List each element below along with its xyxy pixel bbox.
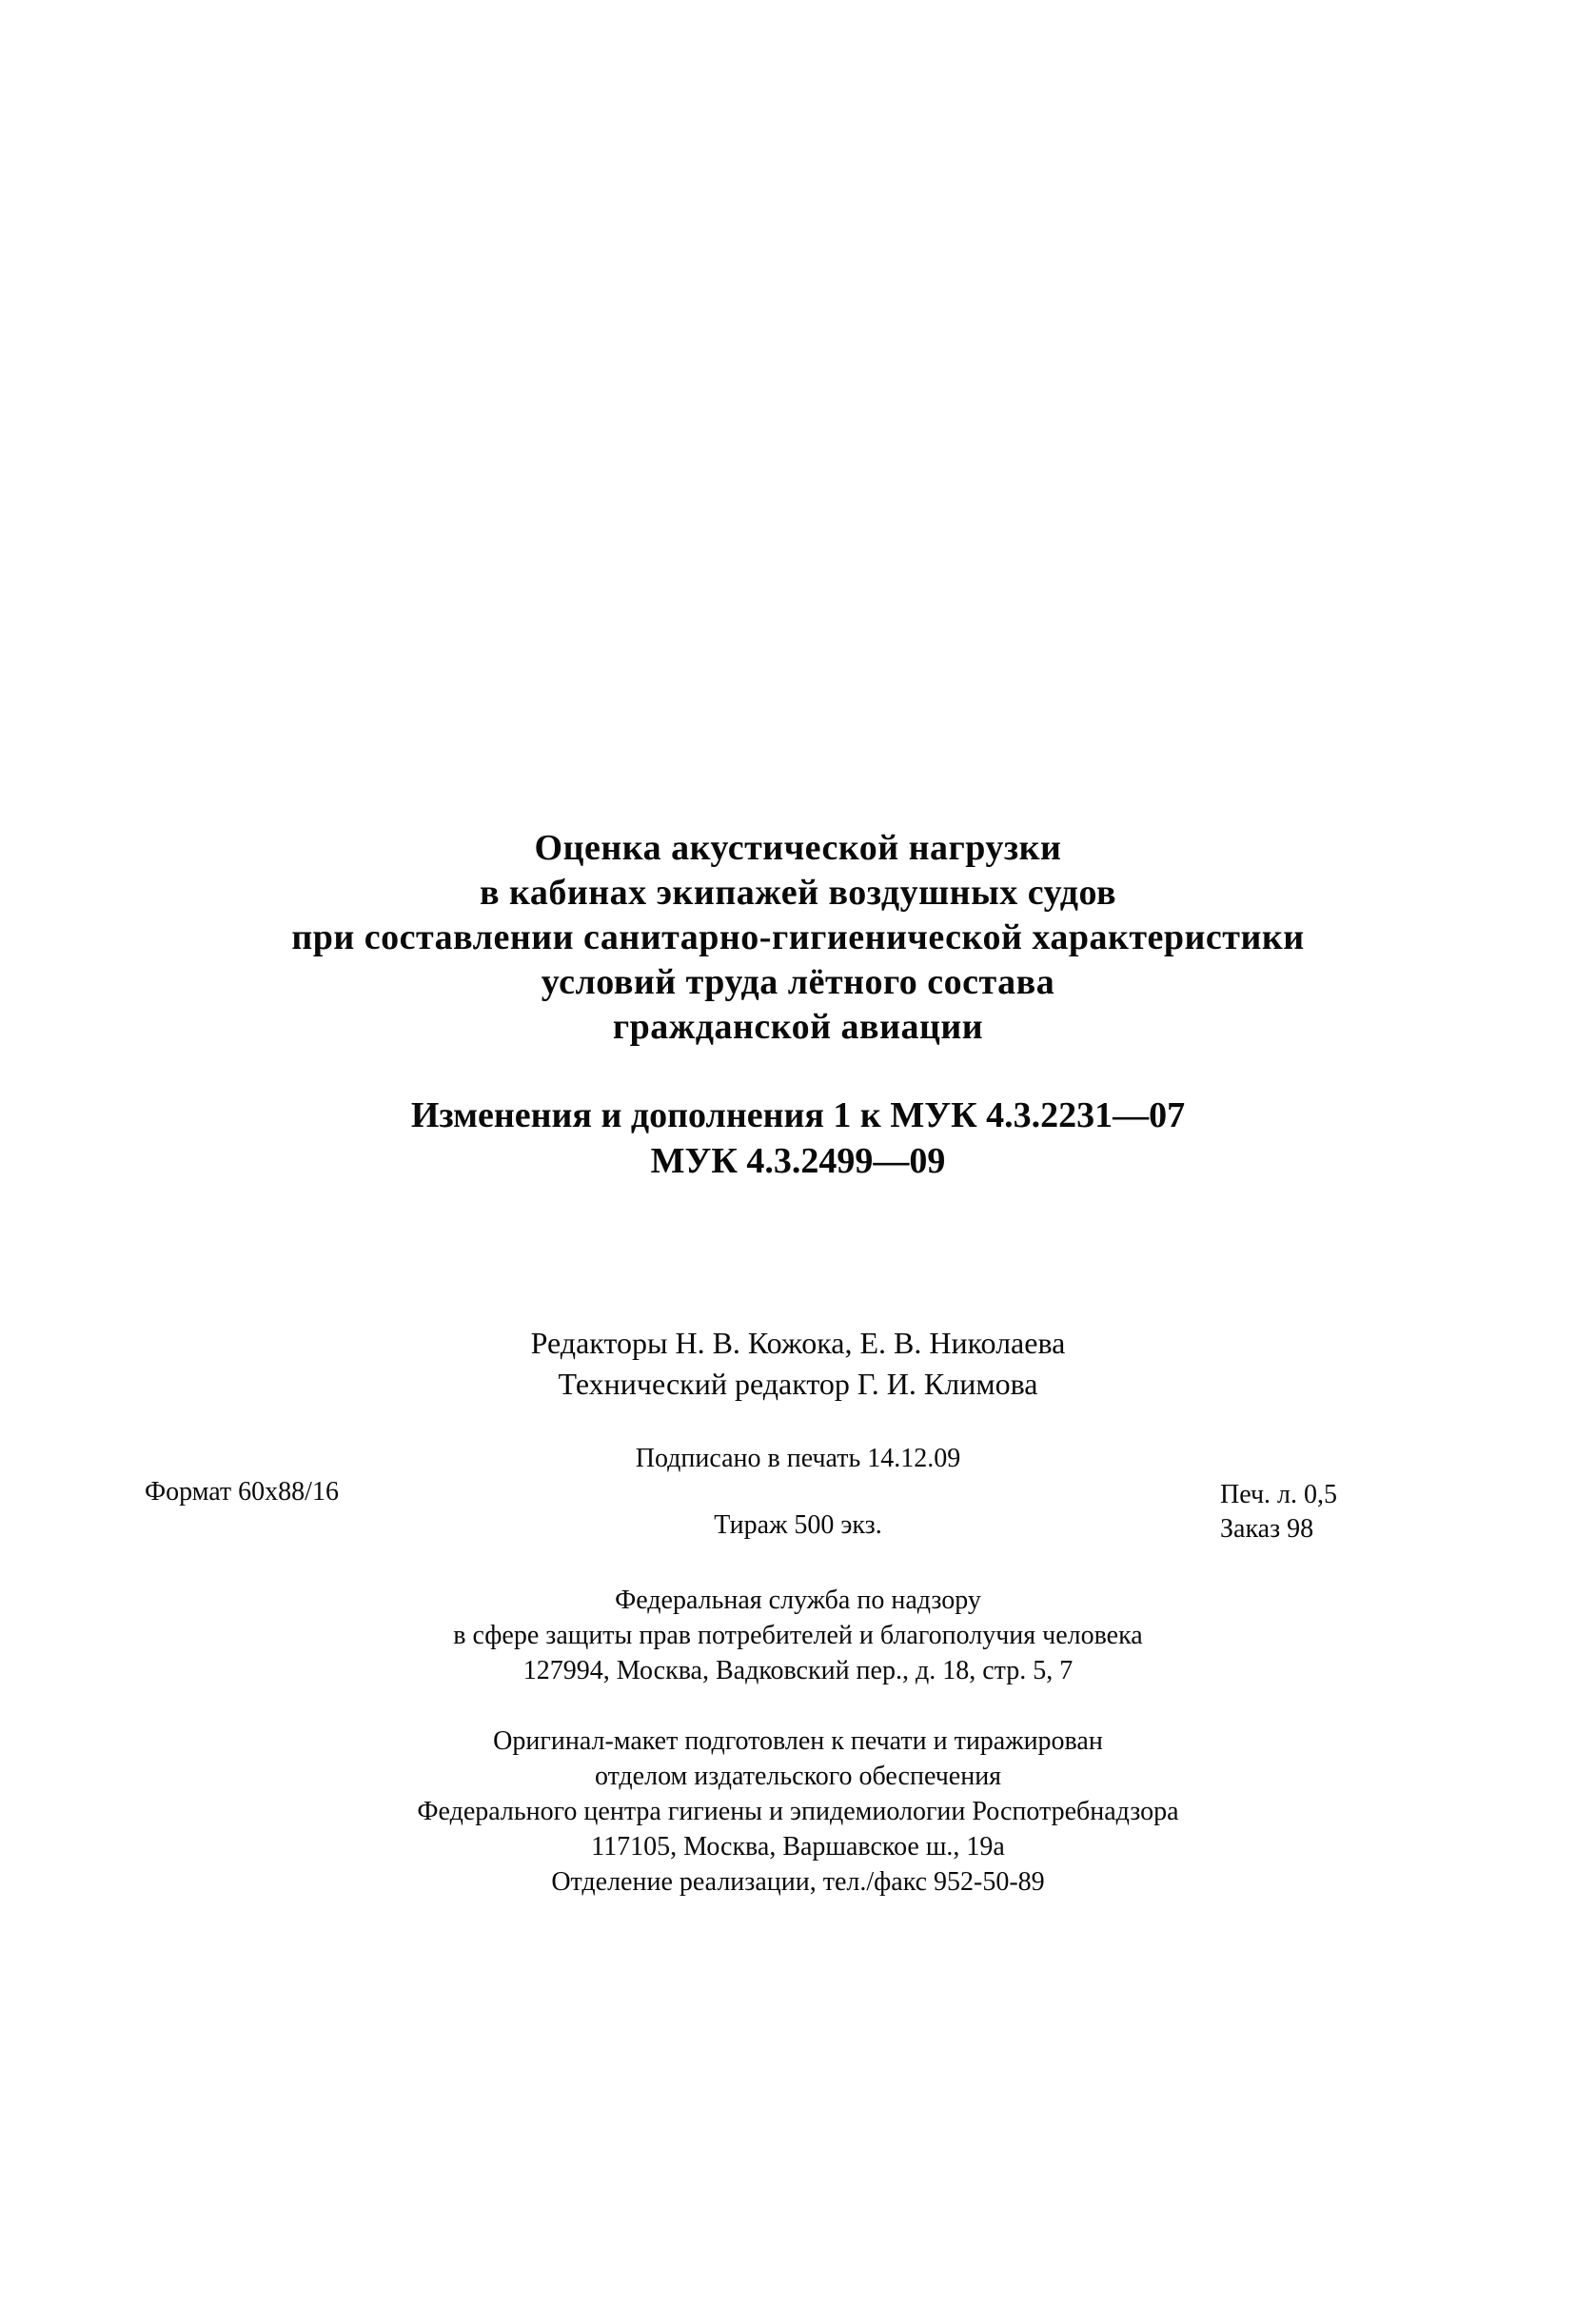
order-number: Заказ 98	[1220, 1514, 1314, 1544]
maker-line-1: Оригинал-макет подготовлен к печати и тиражирован	[493, 1726, 1103, 1756]
maker-address: 117105, Москва, Варшавское ш., 19а	[591, 1832, 1005, 1862]
publisher-line-2: в сфере защиты прав потребителей и благополучия человека	[453, 1621, 1143, 1650]
title-line-5: гражданской авиации	[612, 1007, 984, 1047]
title-line-4: условий труда лётного состава	[541, 962, 1055, 1002]
editors-line: Редакторы Н. В. Кожока, Е. В. Николаева	[530, 1326, 1066, 1360]
document-designation	[0, 1093, 1596, 1184]
print-run: Тираж 500 экз.	[714, 1510, 882, 1540]
printed-sheets: Печ. л. 0,5	[1220, 1480, 1338, 1509]
changes-line-2: МУК 4.3.2499—09	[650, 1141, 946, 1181]
maker-line-2: отделом издательского обеспечения	[594, 1762, 1002, 1791]
maker-line-3: Федерального центра гигиены и эпидемиологии Роспотребнадзора	[417, 1797, 1179, 1826]
title-line-3: при составлении санитарно-гигиенической характеристики	[291, 917, 1305, 957]
publisher-info	[0, 1583, 1596, 1688]
title-line-1: Оценка акустической нагрузки	[534, 828, 1062, 868]
editors-credits	[0, 1323, 1596, 1405]
technical-editor-line: Технический редактор Г. И. Климова	[558, 1367, 1038, 1401]
publisher-address: 127994, Москва, Вадковский пер., д. 18, стр. 5, 7	[522, 1656, 1074, 1685]
changes-line-1: Изменения и дополнения 1 к МУК 4.3.2231—07	[410, 1095, 1186, 1135]
title-line-2: в кабинах экипажей воздушных судов	[479, 873, 1117, 913]
layout-maker-info	[0, 1724, 1596, 1900]
publisher-line-1: Федеральная служба по надзору	[615, 1586, 981, 1615]
paper-format: Формат 60х88/16	[145, 1477, 339, 1507]
document-title	[0, 826, 1596, 1050]
signed-to-print: Подписано в печать 14.12.09	[635, 1444, 961, 1473]
sales-department-contact: Отделение реализации, тел./факс 952-50-89	[551, 1867, 1045, 1897]
